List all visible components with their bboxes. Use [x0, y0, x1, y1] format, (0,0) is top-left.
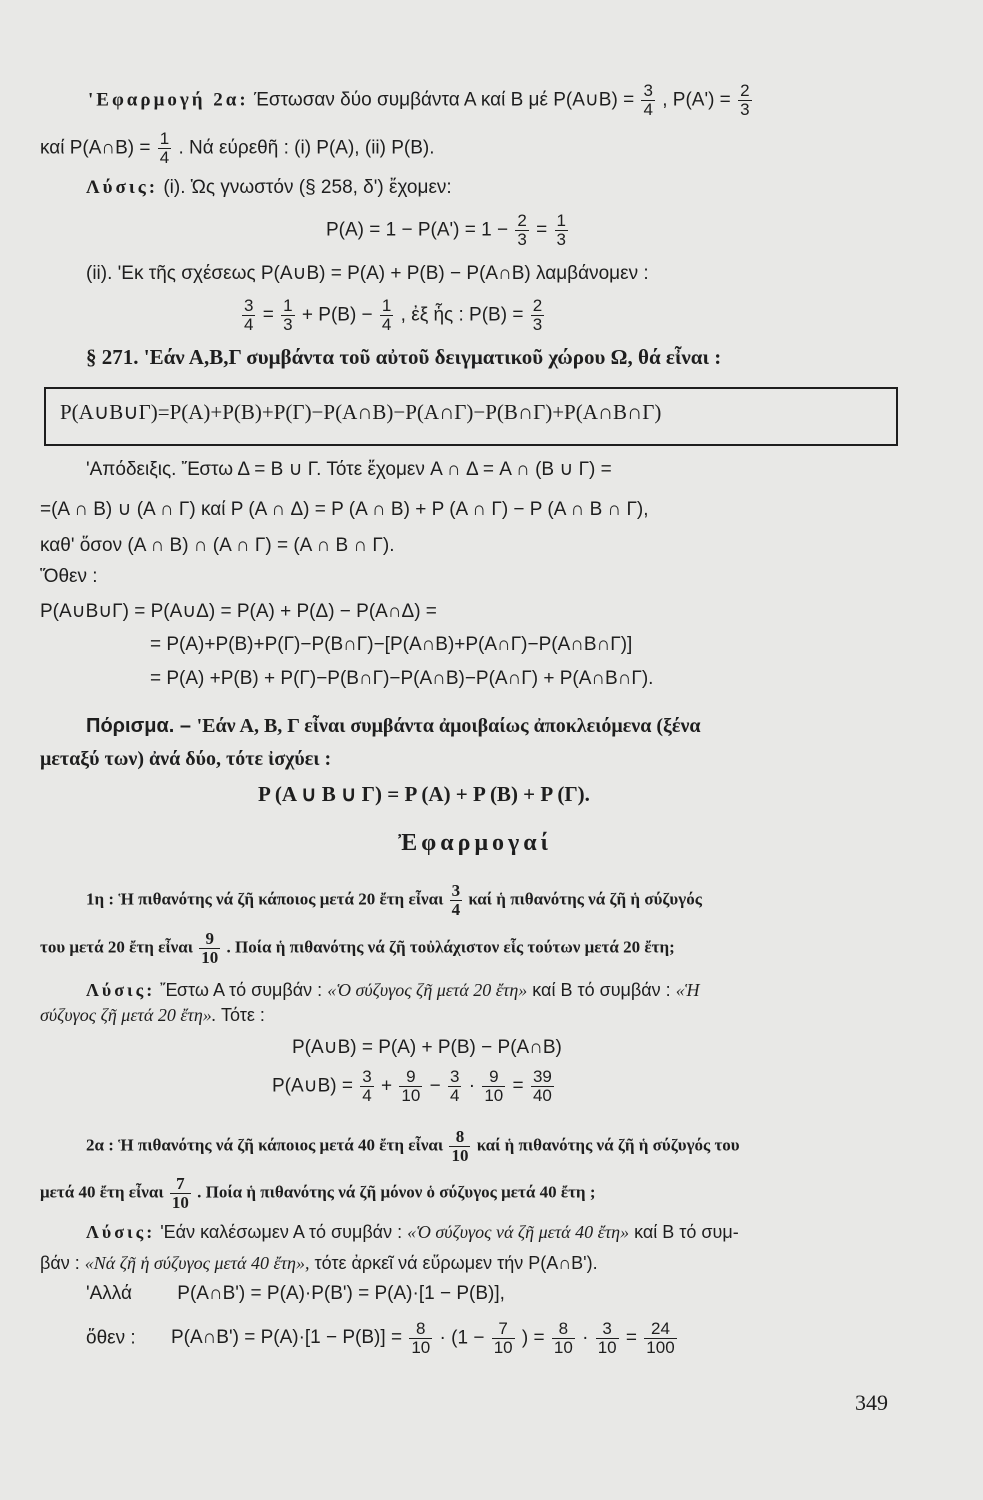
denominator: 4 — [451, 899, 461, 919]
eq-part: P(A) = 1 − P(A') = 1 − — [326, 219, 509, 241]
proof-line-7: = P(A) +P(B) + P(Γ)−P(B∩Γ)−P(A∩B)−P(A∩Γ) + P(A∩B∩Γ). — [150, 668, 654, 689]
fraction — [552, 1320, 575, 1357]
denominator: 4 — [159, 147, 170, 167]
fraction — [450, 882, 463, 919]
app2-solution-line-1 — [86, 1222, 739, 1243]
fraction — [242, 297, 255, 334]
fraction — [738, 82, 751, 119]
denominator: 3 — [532, 314, 543, 334]
numerator: 8 — [552, 1320, 575, 1339]
corollary-formula: P (A ∪ B ∪ Γ) = P (A) + P (B) + P (Γ). — [258, 782, 590, 806]
fraction — [281, 297, 294, 334]
ex2a-line2 — [40, 130, 435, 167]
denominator: 10 — [597, 1337, 617, 1357]
app2-line-1 — [86, 1128, 740, 1165]
numerator: 24 — [644, 1320, 676, 1339]
fraction — [158, 130, 171, 167]
solution-ii-text: (ii). 'Εκ τῆς σχέσεως P(A∪B) = P(A) + P(B) − P(A∩B) λαμβάνομεν : — [86, 263, 649, 284]
numerator: 9 — [199, 930, 220, 949]
ex2a-line1 — [88, 82, 754, 119]
denominator: 10 — [553, 1337, 573, 1357]
denominator: 4 — [643, 99, 653, 119]
denominator: 10 — [411, 1337, 431, 1357]
solution-text: τότε ἀρκεῖ νά εὕρωμεν τήν P(A∩B'). — [314, 1253, 598, 1273]
numerator: 3 — [244, 296, 254, 315]
numerator: 3 — [449, 1067, 460, 1086]
corollary-text: 'Εάν Α, Β, Γ εἶναι συμβάντα ἀμοιβαίως ἀποκλειόμενα (ξένα — [196, 715, 701, 737]
fraction — [515, 212, 528, 249]
proof-line-3: καθ' ὅσον (A ∩ B) ∩ (A ∩ Γ) = (A ∩ B ∩ Γ). — [40, 535, 395, 556]
fraction — [360, 1068, 373, 1105]
solution-text: καί Β τό συμ- — [634, 1222, 739, 1242]
eq-part: + P(B) − — [301, 304, 373, 326]
app2-equation-1 — [86, 1283, 505, 1305]
solution-text: ὅθεν : — [86, 1327, 136, 1349]
fraction — [531, 1068, 554, 1105]
ex2a-solution-ii — [86, 262, 649, 285]
proof-line-6: = P(A)+P(B)+P(Γ)−P(B∩Γ)−[P(A∩B)+P(A∩Γ)−P(A∩B∩Γ)] — [150, 634, 633, 655]
solution-text: 'Αλλά — [86, 1283, 132, 1304]
event-b: σύζυγος ζῆ μετά 20 ἔτη». — [40, 1005, 217, 1025]
numerator: 3 — [362, 1067, 372, 1086]
eq-part: , ἐξ ἧς : P(B) = — [400, 304, 524, 326]
solution-heading: Λύσις: — [86, 980, 156, 1000]
numerator: 9 — [399, 1068, 422, 1087]
solution-heading: Λύσις: — [86, 177, 159, 198]
solution-text: βάν : — [40, 1253, 80, 1273]
event-b: «Νά ζῆ ἡ σύζυγος μετά 40 ἔτη», — [84, 1253, 310, 1273]
eq-part: + — [381, 1075, 393, 1097]
ex2a-l2b: . Νά εύρεθῆ : (i) P(A), (ii) P(B). — [178, 137, 435, 159]
fraction — [399, 1068, 422, 1105]
denominator: 3 — [740, 99, 750, 119]
denominator: 4 — [449, 1085, 460, 1105]
denominator: 10 — [171, 1192, 189, 1212]
numerator: 39 — [532, 1067, 552, 1086]
event-a: «Ὁ σύζυγος νά ζῆ μετά 40 ἔτη» — [407, 1222, 630, 1242]
eq-part: · — [439, 1327, 446, 1349]
fraction — [531, 297, 544, 334]
eq-part: ) = — [521, 1327, 545, 1349]
eq-part: P(A∪B) = — [272, 1075, 353, 1097]
denominator: 10 — [451, 1145, 469, 1165]
fraction — [448, 1068, 461, 1105]
numerator: 2 — [532, 296, 543, 315]
denominator: 3 — [517, 229, 527, 249]
denominator: 40 — [532, 1085, 552, 1105]
app2-text: . Ποία ἡ πιθανότης νά ζῆ μόνον ὁ σύζυγος μετά 40 ἔτη ; — [197, 1182, 596, 1202]
eq-part: P(A∩B') = P(A)·P(B') = P(A)·[1 − P(B)], — [177, 1283, 505, 1304]
numerator: 7 — [492, 1320, 515, 1339]
ex2a-text1: Έστωσαν δύο συμβάντα Α καί Β μέ P(A∪B) = — [254, 89, 635, 111]
numerator: 1 — [381, 296, 392, 315]
ex2a-equation2 — [240, 297, 546, 334]
solution-text: 'Εάν καλέσωμεν Α τό συμβάν : — [160, 1222, 403, 1242]
fraction — [380, 297, 393, 334]
app2-line-2 — [40, 1175, 595, 1212]
eq-part: = — [536, 219, 548, 241]
numerator: 3 — [643, 81, 653, 100]
fraction — [409, 1320, 432, 1357]
app1-line-2 — [40, 930, 675, 967]
eq-part: = — [262, 304, 274, 326]
ex2a-solution-i — [86, 177, 452, 199]
eq-part: · — [582, 1327, 589, 1349]
numerator: 2 — [517, 211, 527, 230]
ex2a-l2a: καί P(A∩B) = — [40, 137, 151, 159]
eq-part: = — [512, 1075, 524, 1097]
denominator: 10 — [493, 1337, 513, 1357]
solution-text: Τότε : — [220, 1005, 265, 1025]
eq-part: − — [429, 1075, 441, 1097]
ex2a-text2: , P(A') = — [662, 89, 731, 111]
app2-text: 2α : Ἡ πιθανότης νά ζῆ κάποιος μετά 40 ἔτη εἶναι — [86, 1135, 444, 1155]
proof-line-4: Ὅθεν : — [40, 566, 98, 587]
app1-text: . Ποία ἡ πιθανότης νά ζῆ τοὐλάχιστον εἷς τούτων μετά 20 ἔτη; — [226, 937, 675, 957]
ex2a-heading: 'Εφαρμογή 2α: — [88, 89, 249, 111]
denominator: 10 — [401, 1085, 421, 1105]
app2-text: μετά 40 ἔτη εἶναι — [40, 1182, 164, 1202]
fraction — [482, 1068, 505, 1105]
fraction — [492, 1320, 515, 1357]
app1-equation-1: P(A∪B) = P(A) + P(B) − P(A∩B) — [292, 1037, 562, 1058]
denominator: 4 — [244, 314, 254, 334]
eq-part: · — [468, 1075, 476, 1097]
eq-part: P(A∩B') = P(A)·[1 − P(B)] = — [170, 1327, 403, 1349]
numerator: 1 — [556, 211, 566, 230]
app2-equation-2 — [86, 1320, 679, 1357]
numerator: 2 — [740, 81, 750, 100]
fraction — [644, 1320, 676, 1357]
eq-part: = — [625, 1327, 638, 1349]
corollary-heading: Πόρισμα. – — [86, 715, 192, 737]
app2-solution-line-2 — [40, 1253, 598, 1274]
denominator: 3 — [283, 314, 293, 334]
app1-solution-line-2 — [40, 1005, 265, 1026]
denominator: 100 — [646, 1337, 675, 1357]
denominator: 10 — [201, 947, 219, 967]
proof-line-2: =(A ∩ B) ∪ (A ∩ Γ) καί P (A ∩ Δ) = P (A ∩ B) + P (A ∩ Γ) − P (A ∩ B ∩ Γ), — [40, 499, 649, 520]
applications-title: Ἐφαρμογαί — [398, 830, 553, 856]
numerator: 7 — [170, 1175, 191, 1194]
solution-heading: Λύσις: — [86, 1222, 156, 1242]
corollary-line-2: μεταξύ των) ἀνά δύο, τότε ἰσχύει : — [40, 748, 332, 770]
denominator: 10 — [484, 1085, 504, 1105]
app1-text: 1η : Ἡ πιθανότης νά ζῆ κάποιος μετά 20 ἔτη εἶναι — [86, 889, 444, 909]
solution-text: καί Β τό συμβάν : — [532, 980, 671, 1000]
numerator: 9 — [482, 1068, 505, 1087]
proof-line-5: P(A∪B∪Γ) = P(A∪Δ) = P(A) + P(Δ) − P(A∩Δ) = — [40, 601, 437, 622]
app2-text: καί ἡ πιθανότης νά ζῆ ἡ σύζυγός του — [476, 1135, 740, 1155]
event-b: «Ἡ — [675, 980, 700, 1000]
numerator: 3 — [451, 881, 461, 900]
eq-part: (1 − — [451, 1327, 485, 1349]
numerator: 8 — [409, 1320, 432, 1339]
fraction — [449, 1128, 470, 1165]
app1-line-1 — [86, 882, 702, 919]
fraction — [555, 212, 568, 249]
solution-text: Ἔστω Α τό συμβάν : — [160, 980, 323, 1000]
ex2a-equation1 — [326, 212, 570, 249]
denominator: 4 — [362, 1085, 372, 1105]
section-271-title: § 271. 'Εάν Α,Β,Γ συμβάντα τοῦ αὐτοῦ δειγματικοῦ χώρου Ω, θά εἶναι : — [86, 345, 722, 369]
app1-text: του μετά 20 ἔτη εἶναι — [40, 937, 194, 957]
fraction — [199, 930, 220, 967]
numerator: 1 — [159, 129, 170, 148]
fraction — [596, 1320, 619, 1357]
event-a: «Ὁ σύζυγος ζῆ μετά 20 ἔτη» — [327, 980, 528, 1000]
denominator: 3 — [556, 229, 566, 249]
app1-equation-2 — [272, 1068, 556, 1105]
proof-line-1: 'Απόδειξις. Ἔστω Δ = B ∪ Γ. Τότε ἔχομεν A ∩ Δ = A ∩ (B ∪ Γ) = — [86, 459, 612, 480]
numerator: 1 — [283, 296, 293, 315]
app1-text: καί ἡ πιθανότης νά ζῆ ἡ σύζυγός — [468, 889, 702, 909]
app1-solution-line-1 — [86, 980, 699, 1001]
corollary-line-1 — [86, 715, 701, 738]
fraction — [641, 82, 654, 119]
numerator: 3 — [596, 1320, 619, 1339]
solution-i-text: (i). Ὡς γνωστόν (§ 258, δ') ἔχομεν: — [163, 177, 452, 198]
inclusion-exclusion-formula: P(A∪B∪Γ)=P(A)+P(B)+P(Γ)−P(A∩B)−P(A∩Γ)−P(B∩Γ)+P(A∩B∩Γ) — [60, 400, 662, 424]
denominator: 4 — [381, 314, 392, 334]
numerator: 8 — [449, 1128, 470, 1147]
fraction — [170, 1175, 191, 1212]
page-number: 349 — [855, 1390, 888, 1415]
